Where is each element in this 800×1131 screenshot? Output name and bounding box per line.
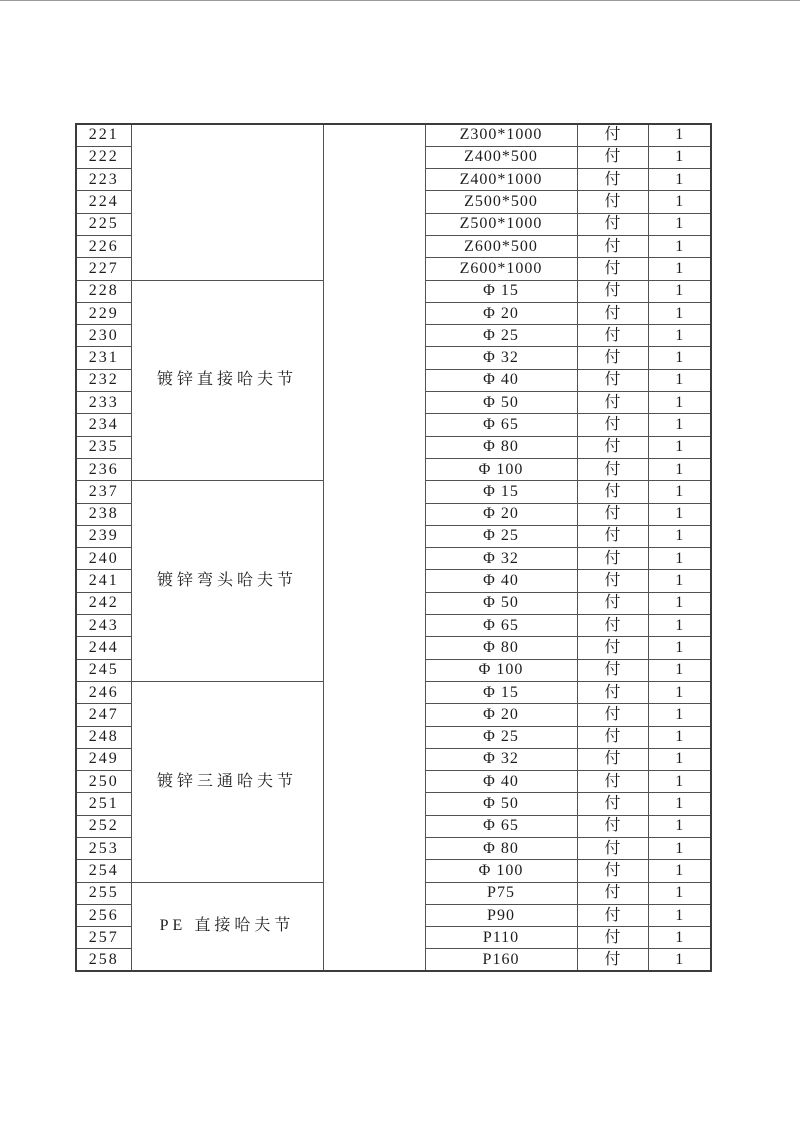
material-list-table	[75, 123, 712, 972]
spec-cell: Φ 25	[425, 525, 577, 547]
table-body	[76, 124, 711, 971]
row-no-cell: 236	[76, 458, 131, 480]
row-no-cell: 246	[76, 681, 131, 703]
qty-cell: 1	[648, 949, 711, 971]
qty-cell: 1	[648, 838, 711, 860]
row-no-cell: 227	[76, 258, 131, 280]
row-no-cell: 255	[76, 882, 131, 904]
qty-cell: 1	[648, 548, 711, 570]
unit-cell: 付	[577, 659, 648, 681]
spacer-cell	[323, 124, 425, 971]
unit-cell: 付	[577, 503, 648, 525]
unit-cell: 付	[577, 302, 648, 324]
unit-cell: 付	[577, 481, 648, 503]
qty-cell: 1	[648, 258, 711, 280]
unit-cell: 付	[577, 525, 648, 547]
spec-cell: Φ 50	[425, 392, 577, 414]
row-no-cell: 231	[76, 347, 131, 369]
unit-cell: 付	[577, 369, 648, 391]
row-no-cell: 240	[76, 548, 131, 570]
qty-cell: 1	[648, 124, 711, 146]
spec-cell: Φ 80	[425, 838, 577, 860]
spec-cell: Z300*1000	[425, 124, 577, 146]
qty-cell: 1	[648, 302, 711, 324]
spec-cell: P90	[425, 904, 577, 926]
row-no-cell: 238	[76, 503, 131, 525]
row-no-cell: 250	[76, 771, 131, 793]
unit-cell: 付	[577, 704, 648, 726]
qty-cell: 1	[648, 615, 711, 637]
unit-cell: 付	[577, 927, 648, 949]
unit-cell: 付	[577, 793, 648, 815]
qty-cell: 1	[648, 191, 711, 213]
row-no-cell: 243	[76, 615, 131, 637]
row-no-cell: 221	[76, 124, 131, 146]
qty-cell: 1	[648, 882, 711, 904]
product-name-cell: 镀锌三通哈夫节	[131, 681, 323, 882]
row-no-cell: 252	[76, 815, 131, 837]
unit-cell: 付	[577, 615, 648, 637]
spec-cell: Φ 100	[425, 458, 577, 480]
qty-cell: 1	[648, 592, 711, 614]
spec-cell: Φ 32	[425, 347, 577, 369]
row-no-cell: 229	[76, 302, 131, 324]
spec-cell: P75	[425, 882, 577, 904]
qty-cell: 1	[648, 815, 711, 837]
unit-cell: 付	[577, 548, 648, 570]
qty-cell: 1	[648, 146, 711, 168]
spec-cell: Φ 25	[425, 726, 577, 748]
spec-cell: Φ 65	[425, 615, 577, 637]
unit-cell: 付	[577, 771, 648, 793]
row-no-cell: 233	[76, 392, 131, 414]
row-no-cell: 228	[76, 280, 131, 302]
unit-cell: 付	[577, 904, 648, 926]
row-no-cell: 234	[76, 414, 131, 436]
unit-cell: 付	[577, 392, 648, 414]
qty-cell: 1	[648, 169, 711, 191]
unit-cell: 付	[577, 592, 648, 614]
spec-cell: Φ 100	[425, 659, 577, 681]
qty-cell: 1	[648, 458, 711, 480]
row-no-cell: 241	[76, 570, 131, 592]
qty-cell: 1	[648, 637, 711, 659]
spec-cell: Φ 40	[425, 570, 577, 592]
spec-cell: Z600*500	[425, 235, 577, 257]
spec-cell: Φ 50	[425, 793, 577, 815]
qty-cell: 1	[648, 436, 711, 458]
spec-cell: Φ 40	[425, 771, 577, 793]
qty-cell: 1	[648, 793, 711, 815]
unit-cell: 付	[577, 458, 648, 480]
unit-cell: 付	[577, 681, 648, 703]
spec-cell: Φ 32	[425, 548, 577, 570]
unit-cell: 付	[577, 325, 648, 347]
spec-cell: Φ 15	[425, 280, 577, 302]
spec-cell: Z400*1000	[425, 169, 577, 191]
row-no-cell: 247	[76, 704, 131, 726]
qty-cell: 1	[648, 414, 711, 436]
qty-cell: 1	[648, 392, 711, 414]
qty-cell: 1	[648, 347, 711, 369]
row-no-cell: 254	[76, 860, 131, 882]
row-no-cell: 239	[76, 525, 131, 547]
unit-cell: 付	[577, 882, 648, 904]
qty-cell: 1	[648, 481, 711, 503]
page-top-scan-line	[0, 0, 800, 1]
row-no-cell: 232	[76, 369, 131, 391]
product-name-cell: 镀锌直接哈夫节	[131, 280, 323, 481]
unit-cell: 付	[577, 436, 648, 458]
unit-cell: 付	[577, 280, 648, 302]
qty-cell: 1	[648, 570, 711, 592]
qty-cell: 1	[648, 681, 711, 703]
unit-cell: 付	[577, 213, 648, 235]
spec-cell: Φ 80	[425, 436, 577, 458]
qty-cell: 1	[648, 860, 711, 882]
row-no-cell: 237	[76, 481, 131, 503]
spec-cell: P160	[425, 949, 577, 971]
spec-cell: Φ 65	[425, 815, 577, 837]
unit-cell: 付	[577, 860, 648, 882]
spec-cell: Φ 25	[425, 325, 577, 347]
qty-cell: 1	[648, 525, 711, 547]
spec-cell: Φ 50	[425, 592, 577, 614]
unit-cell: 付	[577, 838, 648, 860]
row-no-cell: 257	[76, 927, 131, 949]
spec-cell: Z400*500	[425, 146, 577, 168]
spec-cell: Φ 65	[425, 414, 577, 436]
spec-cell: Z500*1000	[425, 213, 577, 235]
spec-cell: Φ 15	[425, 681, 577, 703]
spec-cell: Φ 40	[425, 369, 577, 391]
qty-cell: 1	[648, 235, 711, 257]
product-name-cell: PE 直接哈夫节	[131, 882, 323, 971]
qty-cell: 1	[648, 369, 711, 391]
row-no-cell: 223	[76, 169, 131, 191]
qty-cell: 1	[648, 325, 711, 347]
row-no-cell: 249	[76, 748, 131, 770]
unit-cell: 付	[577, 124, 648, 146]
spec-cell: Φ 20	[425, 503, 577, 525]
row-no-cell: 226	[76, 235, 131, 257]
spec-cell: Φ 100	[425, 860, 577, 882]
unit-cell: 付	[577, 191, 648, 213]
row-no-cell: 248	[76, 726, 131, 748]
unit-cell: 付	[577, 949, 648, 971]
table-row	[76, 124, 711, 146]
row-no-cell: 225	[76, 213, 131, 235]
qty-cell: 1	[648, 503, 711, 525]
unit-cell: 付	[577, 815, 648, 837]
unit-cell: 付	[577, 169, 648, 191]
qty-cell: 1	[648, 659, 711, 681]
qty-cell: 1	[648, 213, 711, 235]
qty-cell: 1	[648, 726, 711, 748]
spec-cell: Φ 32	[425, 748, 577, 770]
qty-cell: 1	[648, 927, 711, 949]
qty-cell: 1	[648, 704, 711, 726]
unit-cell: 付	[577, 726, 648, 748]
unit-cell: 付	[577, 235, 648, 257]
product-name-cell: 镀锌弯头哈夫节	[131, 481, 323, 682]
unit-cell: 付	[577, 570, 648, 592]
row-no-cell: 235	[76, 436, 131, 458]
spec-cell: Z600*1000	[425, 258, 577, 280]
unit-cell: 付	[577, 637, 648, 659]
row-no-cell: 242	[76, 592, 131, 614]
row-no-cell: 245	[76, 659, 131, 681]
qty-cell: 1	[648, 748, 711, 770]
qty-cell: 1	[648, 904, 711, 926]
product-name-cell	[131, 124, 323, 280]
row-no-cell: 222	[76, 146, 131, 168]
unit-cell: 付	[577, 146, 648, 168]
qty-cell: 1	[648, 280, 711, 302]
row-no-cell: 230	[76, 325, 131, 347]
spec-cell: Φ 15	[425, 481, 577, 503]
row-no-cell: 251	[76, 793, 131, 815]
row-no-cell: 256	[76, 904, 131, 926]
spec-cell: Φ 20	[425, 302, 577, 324]
unit-cell: 付	[577, 258, 648, 280]
spec-cell: Φ 80	[425, 637, 577, 659]
spec-cell: Φ 20	[425, 704, 577, 726]
spec-cell: P110	[425, 927, 577, 949]
row-no-cell: 244	[76, 637, 131, 659]
unit-cell: 付	[577, 748, 648, 770]
qty-cell: 1	[648, 771, 711, 793]
row-no-cell: 258	[76, 949, 131, 971]
row-no-cell: 224	[76, 191, 131, 213]
row-no-cell: 253	[76, 838, 131, 860]
unit-cell: 付	[577, 414, 648, 436]
unit-cell: 付	[577, 347, 648, 369]
spec-cell: Z500*500	[425, 191, 577, 213]
